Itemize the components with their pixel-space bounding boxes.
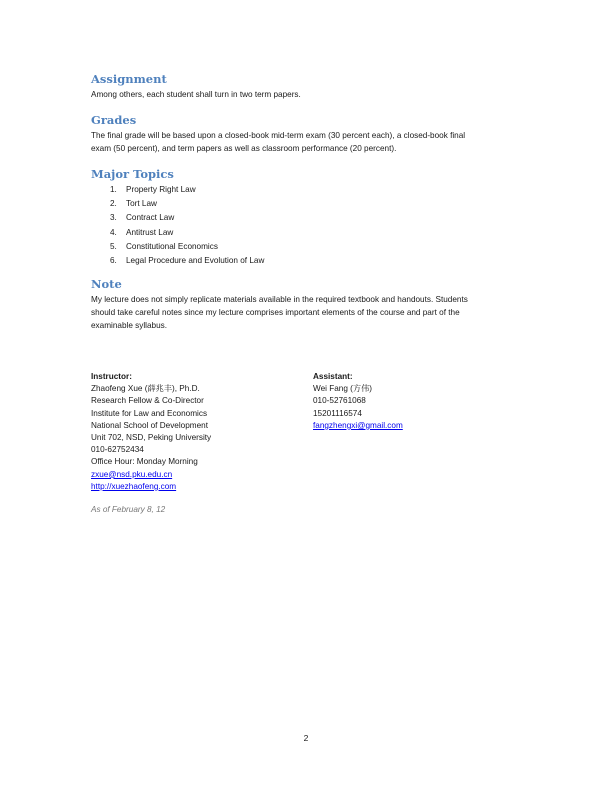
assistant-phone-1: 010-52761068 (313, 396, 366, 406)
instructor-school: National School of Development (91, 420, 208, 430)
note-text-line-1: My lecture does not simply replicate materials available in the required textbook and handouts. Students (91, 295, 468, 304)
list-item (91, 197, 531, 211)
instructor-phone: 010-62752434 (91, 445, 144, 455)
instructor-label: Instructor: (91, 372, 132, 381)
grades-text (91, 129, 531, 155)
instructor-email-link[interactable]: zxue@nsd.pku.edu.cn (91, 469, 173, 479)
list-item-number: 3. (110, 213, 117, 223)
list-item-label: Tort Law (126, 199, 157, 209)
grades-section (91, 113, 531, 155)
assignment-text: Among others, each student shall turn in two term papers. (91, 90, 301, 99)
note-text (91, 293, 531, 332)
grades-text-line-1: The final grade will be based upon a closed-book mid-term exam (30 percent each), a closed-book final (91, 131, 466, 140)
list-item (91, 211, 531, 225)
list-item (91, 240, 531, 254)
list-item-number: 1. (110, 185, 117, 194)
instructor-address: Unit 702, NSD, Peking University (91, 433, 212, 443)
instructor-title: Research Fellow & Co-Director (91, 396, 204, 406)
topics-heading: Major Topics (91, 167, 174, 181)
list-item (91, 226, 531, 240)
page-number: 2 (303, 733, 309, 743)
instructor-institute: Institute for Law and Economics (91, 408, 208, 418)
note-text-line-2: should take careful notes since my lecture comprises important elements of the course and part of the (91, 308, 460, 317)
assistant-label: Assistant: (313, 372, 353, 381)
list-item-label: Legal Procedure and Evolution of Law (126, 256, 265, 266)
assistant-name: Wei Fang (方伟) (313, 384, 372, 394)
instructor-block (91, 371, 211, 493)
as-of-date: As of February 8, 12 (91, 505, 166, 514)
assistant-email-link[interactable]: fangzhengxi@gmail.com (313, 420, 403, 430)
list-item-number: 5. (110, 241, 117, 251)
assignment-heading: Assignment (91, 72, 167, 86)
list-item (91, 254, 531, 268)
assistant-phone-2: 15201116574 (313, 408, 362, 418)
grades-heading: Grades (91, 113, 137, 127)
list-item (91, 183, 531, 197)
note-heading: Note (91, 277, 122, 291)
instructor-office-hour: Office Hour: Monday Morning (91, 457, 198, 467)
instructor-name: Zhaofeng Xue (薛兆丰), Ph.D. (91, 384, 200, 394)
list-item-number: 4. (110, 227, 117, 237)
list-item-label: Constitutional Economics (126, 241, 218, 251)
topics-section (91, 167, 531, 268)
list-item-label: Property Right Law (126, 185, 196, 194)
list-item-number: 2. (110, 199, 117, 209)
note-text-line-3: examinable syllabus. (91, 321, 168, 330)
note-section (91, 277, 531, 332)
assistant-block (313, 371, 403, 432)
grades-text-line-2: exam (50 percent), and term papers as well as classroom performance (20 percent). (91, 144, 397, 153)
topics-list (91, 183, 531, 268)
instructor-website-link[interactable]: http://xuezhaofeng.com (91, 481, 177, 491)
list-item-label: Contract Law (126, 213, 175, 223)
assignment-section (91, 72, 531, 101)
list-item-label: Antitrust Law (126, 227, 174, 237)
list-item-number: 6. (110, 256, 117, 266)
